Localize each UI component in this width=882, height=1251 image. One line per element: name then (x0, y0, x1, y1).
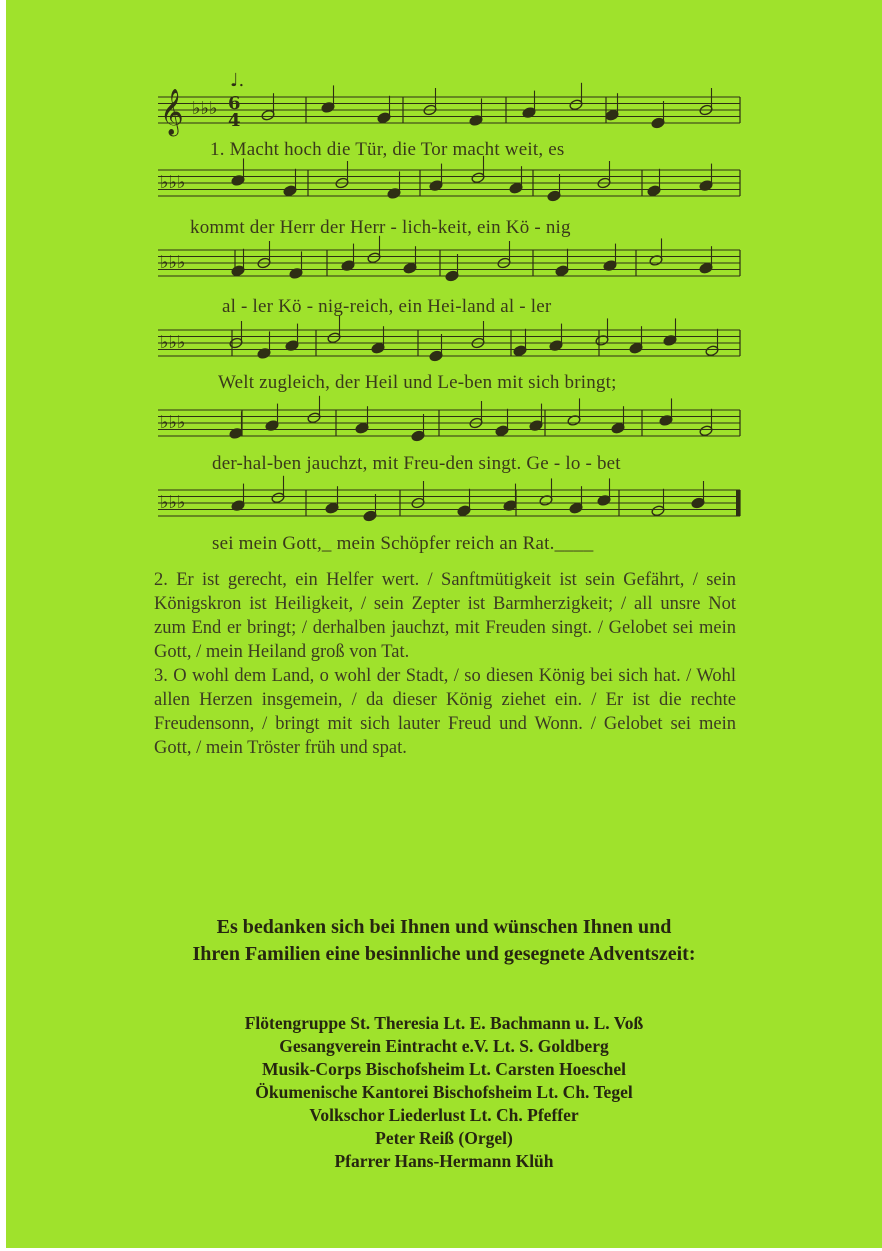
clef-icon: ♭♭♭ (160, 172, 186, 193)
clef-icon: 𝄞 (160, 89, 184, 135)
lyric-line-4: Welt zugleich, der Heil und Le-ben mit sich bringt; (218, 372, 617, 393)
verse-2: 2. Er ist gerecht, ein Helfer wert. / Sanftmütigkeit ist sein Gefährt, / sein Königskron ist Heiligkeit, / sein Zepter ist Barmherzigkeit; / all unsre Not zum End er bringt; / derhalben jauchzt, mit Freuden singt. / Gelobet sei mein Gott, / mein Heiland groß von Tat. (154, 570, 736, 662)
credit-line: Flötengruppe St. Theresia Lt. E. Bachmann u. L. Voß (244, 1013, 644, 1033)
lyric-line-3: al - ler Kö - nig-reich, ein Hei-land al - ler (222, 296, 552, 317)
thanks-line-2: Ihren Familien eine besinnliche und gesegnete Adventszeit: (192, 943, 696, 965)
thanks-message (6, 914, 882, 968)
credit-line: Gesangverein Eintracht e.V. Lt. S. Goldberg (279, 1036, 609, 1056)
tempo-mark: ♩. (230, 70, 245, 91)
clef-icon: ♭♭♭ (160, 412, 186, 433)
verse-3: 3. O wohl dem Land, o wohl der Stadt, / so diesen König bei sich hat. / Wohl allen Herzen insgemein, / da dieser König ziehet ein. / Er ist die rechte Freudensonn, / bringt mit sich lauter Freud und Wonn. / Gelobet sei mein Gott, / mein Tröster früh und spat. (154, 666, 736, 758)
credit-line: Ökumenische Kantorei Bischofsheim Lt. Ch. Tegel (255, 1082, 633, 1102)
time-signature-bottom: 4 (228, 110, 241, 131)
music-score (6, 0, 882, 570)
time-signature-top: 6 (228, 93, 241, 114)
credit-line: Pfarrer Hans-Hermann Klüh (334, 1151, 554, 1171)
page (6, 0, 882, 1248)
verses (154, 568, 736, 760)
key-signature-icon: ♭♭♭ (192, 98, 218, 119)
clef-icon: ♭♭♭ (160, 492, 186, 513)
clef-icon: ♭♭♭ (160, 332, 186, 353)
final-bar-line (736, 490, 740, 516)
credit-line: Musik-Corps Bischofsheim Lt. Carsten Hoeschel (261, 1059, 627, 1079)
lyric-line-6: sei mein Gott,_ mein Schöpfer reich an Rat.____ (212, 533, 594, 554)
thanks-line-1: Es bedanken sich bei Ihnen und wünschen Ihnen und (216, 916, 672, 938)
credit-line: Volkschor Liederlust Lt. Ch. Pfeffer (309, 1105, 579, 1125)
lyric-line-5: der-hal-ben jauchzt, mit Freu-den singt. Ge - lo - bet (212, 453, 621, 474)
credit-line: Peter Reiß (Orgel) (375, 1128, 513, 1148)
lyric-line-2: kommt der Herr der Herr - lich-keit, ein Kö - nig (190, 217, 571, 238)
clef-icon: ♭♭♭ (160, 252, 186, 273)
credits-list (6, 1012, 882, 1173)
lyric-line-1: 1. Macht hoch die Tür, die Tor macht weit, es (210, 139, 565, 160)
